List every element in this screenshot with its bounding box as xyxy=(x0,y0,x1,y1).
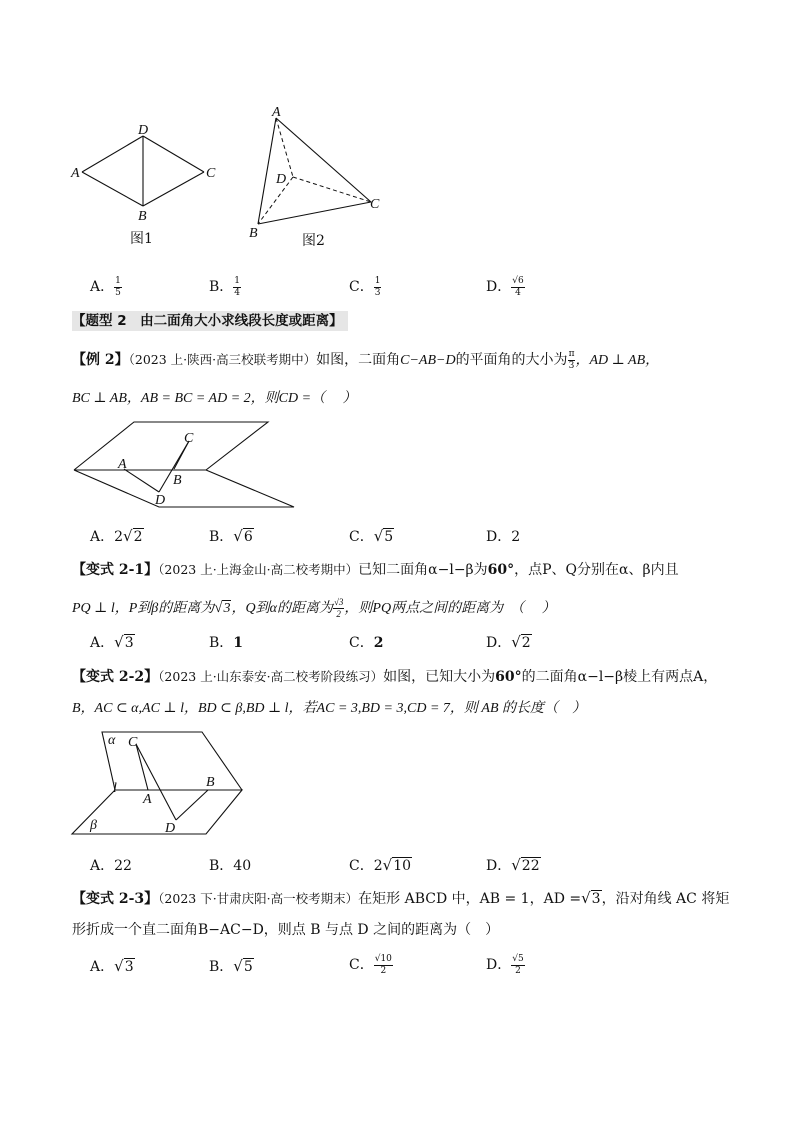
figure-4 xyxy=(68,726,250,838)
v21-option-b xyxy=(209,632,243,652)
ex2-text-3: ，AD ⊥ AB， xyxy=(575,353,660,368)
ex2-text-1: 如图，二面角 xyxy=(316,352,401,368)
radicand: 3 xyxy=(124,635,134,651)
v22-option-b xyxy=(209,855,251,875)
ex2-option-a xyxy=(90,526,144,546)
fraction xyxy=(511,955,524,976)
figure-3 xyxy=(70,418,300,514)
section-title: 【题型 2 由二面角大小求线段长度或距离】 xyxy=(72,311,348,331)
radical: √22 xyxy=(511,856,540,874)
fig3-label-d: D xyxy=(155,493,166,508)
radicand: 2 xyxy=(133,529,143,545)
v22-source: （2023 上·山东泰安·高二校考阶段练习） xyxy=(158,669,384,684)
v21-source: （2023 上·上海金山·高二校考期中） xyxy=(158,562,359,577)
radicand: 5 xyxy=(243,959,253,975)
radical: √2 xyxy=(123,527,143,545)
v23-option-d xyxy=(486,954,525,976)
ex2-option-d xyxy=(486,526,520,546)
denominator: 4 xyxy=(515,287,521,298)
fraction xyxy=(511,277,524,298)
v21-tag: 【变式 2-1】 xyxy=(72,562,159,578)
denominator: 5 xyxy=(115,287,121,298)
v22-option-a xyxy=(90,855,132,875)
v22-text-1: 如图，已知大小为 xyxy=(383,669,496,685)
radical: √3 xyxy=(214,600,231,616)
option-letter: D． xyxy=(486,858,512,874)
v23-option-c xyxy=(349,954,393,976)
option-letter: D． xyxy=(486,529,512,545)
figure-4-segments xyxy=(136,744,208,820)
fig1-label-c: C xyxy=(206,166,216,181)
radicand: 3 xyxy=(124,959,134,975)
denominator: 2 xyxy=(380,965,387,976)
option-letter: A． xyxy=(90,279,115,295)
option-letter: A． xyxy=(90,635,115,651)
v23-text-1: 在矩形 ABCD 中，AB = 1，AD = xyxy=(358,891,582,907)
v23-line-2: 形折成一个直二面角B−AC−D，则点 B 与点 D 之间的距离为（ ） xyxy=(72,922,500,938)
v23-option-a xyxy=(90,956,135,976)
v22-option-c xyxy=(349,855,412,875)
radical: √6 xyxy=(233,527,253,545)
v21-text-2: ，点P、Q分别在α、β内且 xyxy=(514,562,679,578)
option-value: 1 xyxy=(233,635,244,651)
radicand: 6 xyxy=(243,529,253,545)
figure-2-hidden-lines xyxy=(258,118,371,224)
ex2-line-1 xyxy=(72,349,659,371)
v23-source: （2023 下·甘肃庆阳·高一校考期末） xyxy=(158,891,359,906)
v21-text-1: 已知二面角α−l−β为 xyxy=(358,562,488,578)
fig4-label-l: l xyxy=(113,781,117,796)
radical: √5 xyxy=(233,957,253,975)
v21-option-c xyxy=(349,632,383,652)
option-letter: D． xyxy=(486,635,512,651)
v21-text-2c: ，则PQ两点之间的距离为 （ ） xyxy=(344,601,556,616)
radicand: 5 xyxy=(384,529,394,545)
v23-option-b xyxy=(209,956,254,976)
numerator: 1 xyxy=(115,275,121,286)
fig1-label-d: D xyxy=(138,123,149,138)
v21-angle-value: 60° xyxy=(487,562,515,578)
fig4-label-c: C xyxy=(128,735,138,750)
radicand: 22 xyxy=(521,858,540,874)
v23-line-1 xyxy=(72,888,729,908)
numerator: √5 xyxy=(512,953,524,964)
fig2-caption: 图2 xyxy=(302,233,325,249)
option-letter: A． xyxy=(90,959,115,975)
denominator: 2 xyxy=(336,609,341,620)
radicand: 2 xyxy=(521,635,531,651)
option-letter: B． xyxy=(209,635,234,651)
figure-2-solid-lines xyxy=(258,118,371,224)
option-letter: C． xyxy=(349,858,374,874)
denominator: 3 xyxy=(568,360,575,371)
fig4-label-b: B xyxy=(206,775,215,790)
ex2-angle: C−AB−D xyxy=(400,353,456,368)
denominator: 2 xyxy=(515,965,521,976)
v22-line-2: B，AC ⊂ α,AC ⊥ l，BD ⊂ β,BD ⊥ l，若AC = 3,BD = 3,CD = 7，则 AB 的长度（ ） xyxy=(72,701,586,716)
option-value: 40 xyxy=(233,858,252,874)
radical: √3 xyxy=(114,633,134,651)
fig4-label-alpha: α xyxy=(108,733,116,748)
ex2-option-c xyxy=(349,526,394,546)
v21-text-2a: PQ ⊥ l，P到β的距离为 xyxy=(72,601,215,616)
ex2-text-2: 的平面角的大小为 xyxy=(455,352,568,368)
denominator: 3 xyxy=(374,287,381,298)
q1-option-b xyxy=(209,276,241,298)
v21-fraction xyxy=(333,598,344,619)
option-letter: A． xyxy=(90,529,115,545)
fig1-label-a: A xyxy=(71,166,80,181)
ex2-tag: 【例 2】 xyxy=(72,352,129,368)
radical: √3 xyxy=(581,889,601,907)
coefficient: 2 xyxy=(373,858,383,874)
option-letter: C． xyxy=(349,635,374,651)
fig3-label-b: B xyxy=(173,473,182,488)
v21-text-2b: ，Q到α的距离为 xyxy=(231,601,333,616)
v22-tag: 【变式 2-2】 xyxy=(72,669,159,685)
radical: √10 xyxy=(382,856,412,874)
v21-line-1 xyxy=(72,559,679,579)
option-value: 2 xyxy=(511,529,521,545)
fraction xyxy=(374,277,382,298)
fig3-label-c: C xyxy=(184,431,194,446)
numerator: 1 xyxy=(234,275,241,286)
numerator: 1 xyxy=(374,275,381,286)
q1-option-d xyxy=(486,276,525,298)
fraction xyxy=(233,277,241,298)
option-letter: A． xyxy=(90,858,115,874)
option-value: 2 xyxy=(373,635,384,651)
fig1-label-b: B xyxy=(138,209,147,224)
radicand: 3 xyxy=(591,891,601,907)
v21-option-a xyxy=(90,632,135,652)
ex2-source: （2023 上·陕西·高三校联考期中） xyxy=(128,352,317,367)
option-value: 22 xyxy=(114,858,132,874)
radical: √5 xyxy=(373,527,394,545)
fig2-label-a: A xyxy=(272,105,281,120)
radicand: 3 xyxy=(223,601,231,616)
option-letter: C． xyxy=(349,279,374,295)
v22-option-d xyxy=(486,855,541,875)
option-letter: B． xyxy=(209,529,234,545)
option-letter: B． xyxy=(209,959,234,975)
numerator: √3 xyxy=(333,597,344,608)
v21-option-d xyxy=(486,632,532,652)
coefficient: 2 xyxy=(114,529,124,545)
fraction xyxy=(374,955,393,976)
ex2-line-2: BC ⊥ AB，AB = BC = AD = 2，则CD =（ ） xyxy=(72,391,357,406)
denominator: 4 xyxy=(234,287,241,298)
option-letter: C． xyxy=(349,957,374,973)
option-letter: C． xyxy=(349,529,374,545)
v22-text-2: 的二面角α−l−β棱上有两点A， xyxy=(521,669,718,685)
fig2-label-c: C xyxy=(370,197,380,212)
fraction xyxy=(114,277,122,298)
fig4-label-a: A xyxy=(143,792,152,807)
fig4-label-d: D xyxy=(165,821,176,836)
v23-text-2: ，沿对角线 AC 将矩 xyxy=(601,891,730,907)
option-letter: D． xyxy=(486,279,512,295)
fig4-label-beta: β xyxy=(90,818,97,833)
option-letter: B． xyxy=(209,858,234,874)
fig1-caption: 图1 xyxy=(130,231,153,247)
q1-option-a xyxy=(90,276,122,298)
q1-option-c xyxy=(349,276,381,298)
ex2-option-b xyxy=(209,526,254,546)
fig3-label-a: A xyxy=(118,457,127,472)
radicand: 10 xyxy=(393,858,412,874)
numerator: π xyxy=(568,348,575,359)
numerator: √6 xyxy=(512,275,524,286)
v22-angle-value: 60° xyxy=(495,669,522,685)
figure-1 xyxy=(66,118,226,252)
option-letter: D． xyxy=(486,957,512,973)
option-letter: B． xyxy=(209,279,234,295)
v22-line-1 xyxy=(72,666,717,686)
numerator: √10 xyxy=(374,953,392,964)
figure-2 xyxy=(240,100,390,252)
fig2-label-b: B xyxy=(249,226,258,241)
radical: √2 xyxy=(511,633,531,651)
v21-line-2 xyxy=(72,597,556,619)
radical: √3 xyxy=(114,957,134,975)
v23-tag: 【变式 2-3】 xyxy=(72,891,159,907)
fig2-label-d: D xyxy=(276,172,287,187)
figure-1-lines xyxy=(82,136,204,206)
